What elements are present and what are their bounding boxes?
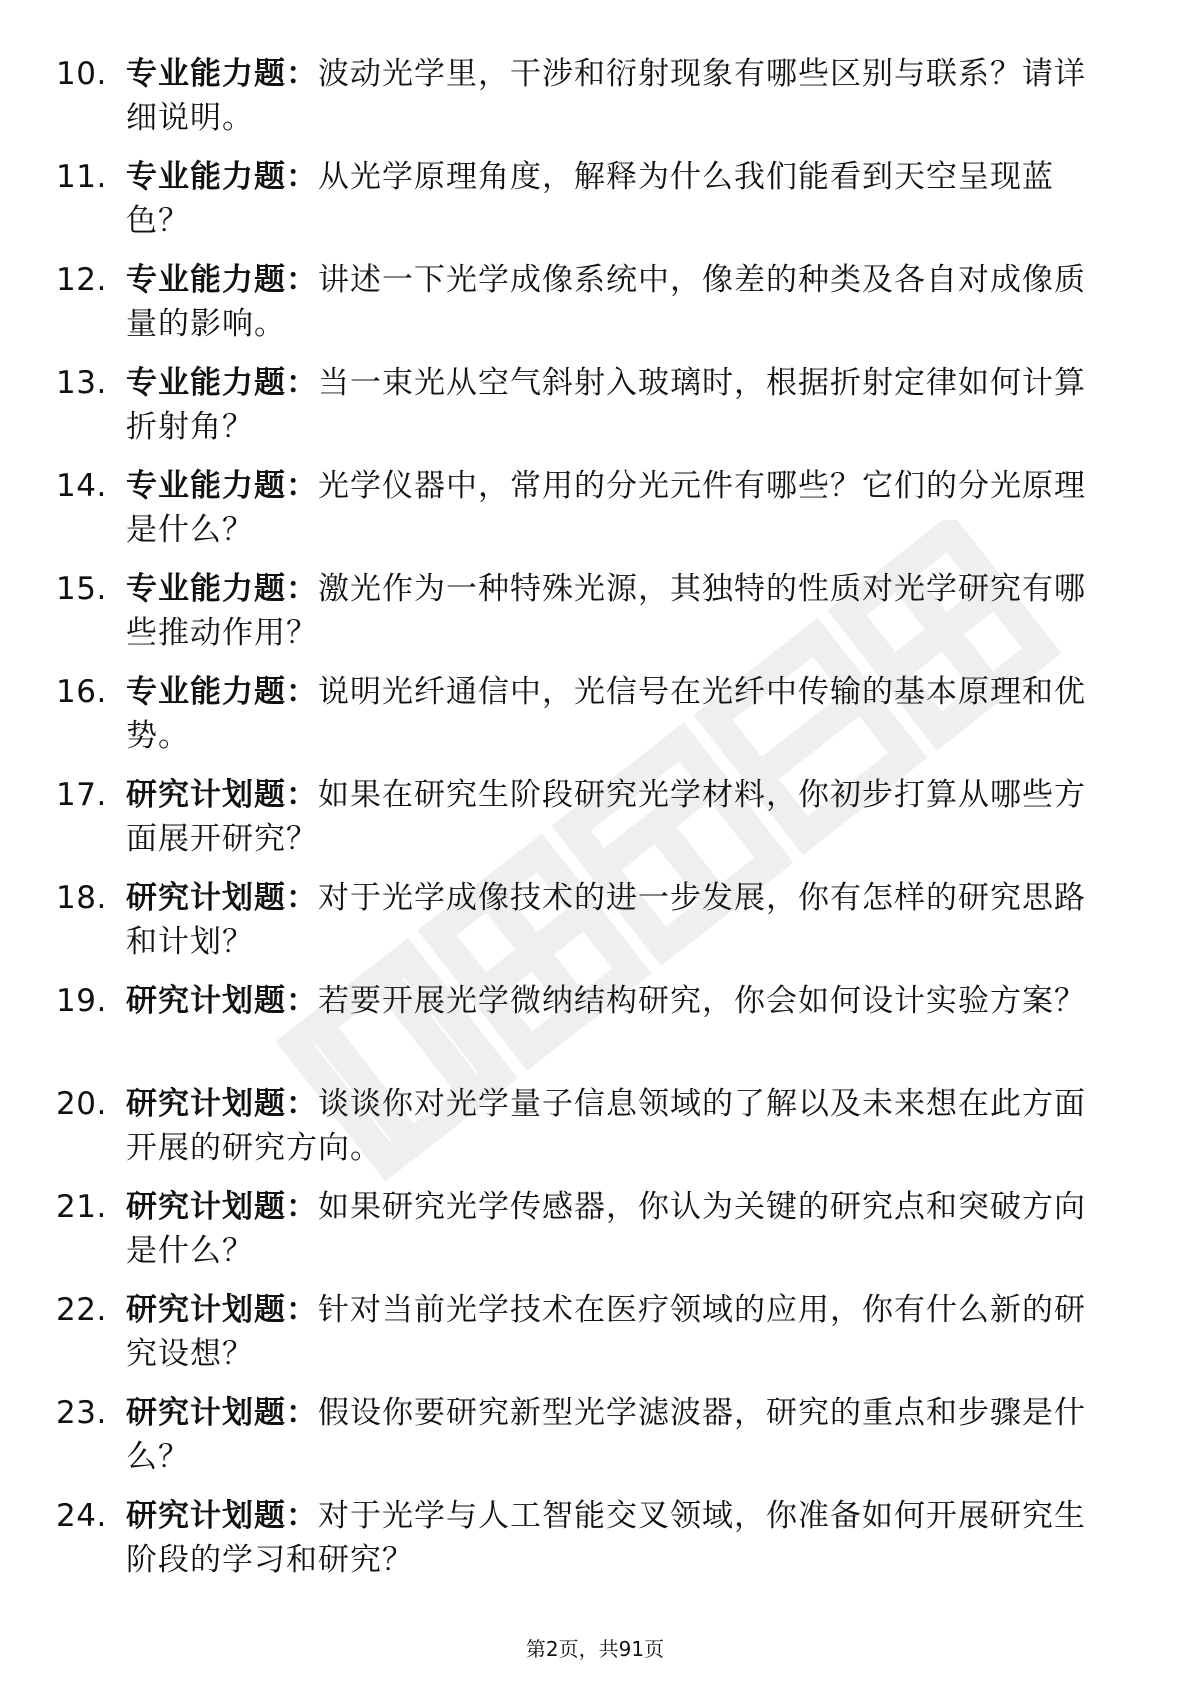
question-number: 10. bbox=[56, 56, 107, 92]
question-number: 23. bbox=[56, 1395, 107, 1431]
list-item bbox=[56, 1391, 1116, 1494]
question-text: 谈谈你对光学量子信息领域的了解以及未来想在此方面开展的研究方向。 bbox=[126, 1086, 1086, 1166]
question-text: 讲述一下光学成像系统中，像差的种类及各自对成像质量的影响。 bbox=[126, 262, 1086, 342]
question-category: 研究计划题： bbox=[126, 1395, 318, 1431]
question-category: 专业能力题： bbox=[126, 468, 318, 504]
question-body bbox=[126, 1185, 1116, 1273]
question-body bbox=[126, 1391, 1116, 1479]
list-item bbox=[56, 258, 1116, 361]
question-category: 专业能力题： bbox=[126, 674, 318, 710]
question-body bbox=[126, 567, 1116, 655]
question-text: 说明光纤通信中，光信号在光纤中传输的基本原理和优势。 bbox=[126, 674, 1086, 754]
question-category: 研究计划题： bbox=[126, 1189, 318, 1225]
question-category: 研究计划题： bbox=[126, 1498, 318, 1534]
list-item bbox=[56, 464, 1116, 567]
question-category: 研究计划题： bbox=[126, 983, 318, 1019]
question-number: 20. bbox=[56, 1086, 107, 1122]
list-item bbox=[56, 361, 1116, 464]
question-number: 11. bbox=[56, 159, 107, 195]
question-category: 专业能力题： bbox=[126, 262, 318, 298]
question-body bbox=[126, 670, 1116, 758]
list-item bbox=[56, 52, 1116, 155]
page-footer: 第2页，共91页 bbox=[525, 1637, 665, 1661]
list-item bbox=[56, 1082, 1116, 1185]
question-body bbox=[126, 464, 1116, 552]
question-text: 当一束光从空气斜射入玻璃时，根据折射定律如何计算折射角？ bbox=[126, 365, 1086, 445]
list-item bbox=[56, 1494, 1116, 1597]
question-category: 研究计划题： bbox=[126, 777, 318, 813]
list-item bbox=[56, 567, 1116, 670]
question-text: 针对当前光学技术在医疗领域的应用，你有什么新的研究设想？ bbox=[126, 1292, 1086, 1372]
list-item bbox=[56, 773, 1116, 876]
question-text: 波动光学里，干涉和衍射现象有哪些区别与联系？请详细说明。 bbox=[126, 56, 1086, 136]
list-item bbox=[56, 1185, 1116, 1288]
list-item bbox=[56, 670, 1116, 773]
question-body bbox=[126, 773, 1116, 861]
question-category: 研究计划题： bbox=[126, 880, 318, 916]
list-item bbox=[56, 979, 1116, 1082]
question-text: 激光作为一种特殊光源，其独特的性质对光学研究有哪些推动作用？ bbox=[126, 571, 1086, 651]
question-body bbox=[126, 1494, 1116, 1582]
question-text: 光学仪器中，常用的分光元件有哪些？它们的分光原理是什么？ bbox=[126, 468, 1086, 548]
question-number: 12. bbox=[56, 262, 107, 298]
list-item bbox=[56, 876, 1116, 979]
question-body bbox=[126, 1288, 1116, 1376]
question-body bbox=[126, 1082, 1116, 1170]
question-category: 专业能力题： bbox=[126, 365, 318, 401]
list-item bbox=[56, 155, 1116, 258]
question-body bbox=[126, 979, 1116, 1023]
question-number: 19. bbox=[56, 983, 107, 1019]
question-text: 假设你要研究新型光学滤波器，研究的重点和步骤是什么？ bbox=[126, 1395, 1086, 1475]
question-body bbox=[126, 155, 1116, 243]
question-body bbox=[126, 52, 1116, 140]
question-category: 专业能力题： bbox=[126, 571, 318, 607]
question-category: 专业能力题： bbox=[126, 159, 318, 195]
question-number: 16. bbox=[56, 674, 107, 710]
question-number: 14. bbox=[56, 468, 107, 504]
question-text: 如果研究光学传感器，你认为关键的研究点和突破方向是什么？ bbox=[126, 1189, 1086, 1269]
list-item bbox=[56, 1288, 1116, 1391]
question-number: 13. bbox=[56, 365, 107, 401]
question-category: 专业能力题： bbox=[126, 56, 318, 92]
question-text: 对于光学成像技术的进一步发展，你有怎样的研究思路和计划？ bbox=[126, 880, 1086, 960]
question-number: 17. bbox=[56, 777, 107, 813]
question-list bbox=[56, 52, 1116, 1597]
question-number: 21. bbox=[56, 1189, 107, 1225]
question-body bbox=[126, 258, 1116, 346]
question-text: 如果在研究生阶段研究光学材料，你初步打算从哪些方面展开研究？ bbox=[126, 777, 1086, 857]
question-category: 研究计划题： bbox=[126, 1292, 318, 1328]
question-body bbox=[126, 361, 1116, 449]
question-text: 若要开展光学微纳结构研究，你会如何设计实验方案？ bbox=[318, 983, 1086, 1019]
question-text: 对于光学与人工智能交叉领域，你准备如何开展研究生阶段的学习和研究？ bbox=[126, 1498, 1086, 1578]
question-number: 15. bbox=[56, 571, 107, 607]
question-category: 研究计划题： bbox=[126, 1086, 318, 1122]
question-body bbox=[126, 876, 1116, 964]
question-number: 22. bbox=[56, 1292, 107, 1328]
question-number: 18. bbox=[56, 880, 107, 916]
question-text: 从光学原理角度，解释为什么我们能看到天空呈现蓝色？ bbox=[126, 159, 1054, 239]
question-number: 24. bbox=[56, 1498, 107, 1534]
